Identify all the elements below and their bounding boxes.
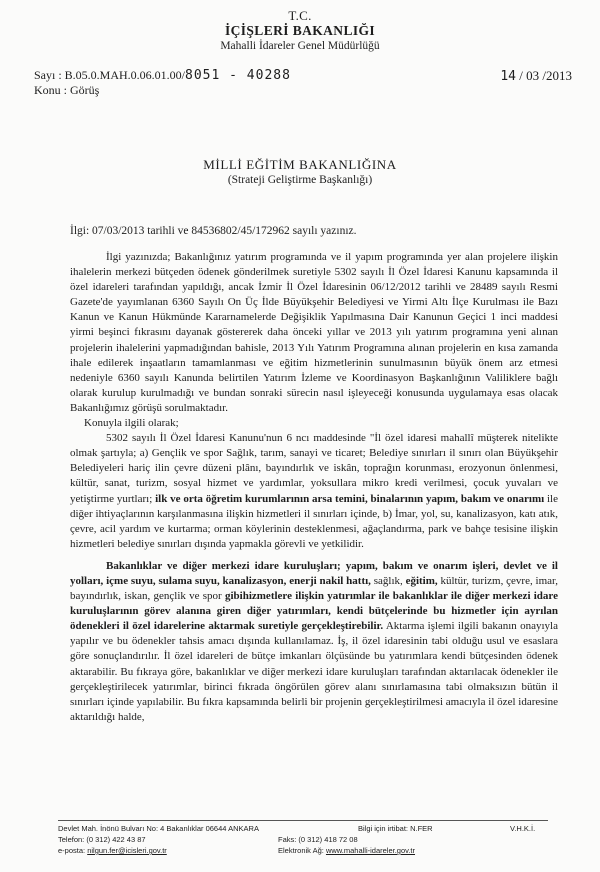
footer-web bbox=[278, 845, 415, 856]
reference-line: İlgi: 07/03/2013 tarihli ve 84536802/45/172962 sayılı yazınız. bbox=[70, 225, 357, 237]
paragraph-1: İlgi yazınızda; Bakanlığınız yatırım programında ve il yapım programında yer alan projelere ilişkin ihalelerin merkezi bütçeden ödenek gönderilmek suretiyle 5302 sayılı İl Özel İdaresi Kanunu kapsamında il özel idareleri tarafından yapıldığı, ancak İzmir İl Özel İdaresinin 06/12/2012 tarihli ve 28489 sayılı Resmi Gazete'de yayımlanan 6360 Sayılı On Üç İlde Büyükşehir Belediyesi ve Yirmi Altı İlçe Kurulması ile Bazı Kanun ve Kanun Hükmünde Kararnamelerde Değişiklik Yapılmasına Dair Kanunun Geçici 1 inci maddesi yirmi beşinci fıkrasını dayanak göstererek daha önceki yıllar ve 2013 yılı yatırım programına yeni alınan projelerin ihalelerini yapmadığından bahisle, 2013 Yılı Yatırım Programına alınan projelerin en kısa zamanda ihale edilerek inşaatların tamamlanması ve eğitim hizmetlerinin sunulmasının büyük önem arz etmesi nedeniyle 6360 sayılı Kanunda belirtilen Yatırım İzleme ve Koordinasyon Başkanlığının Valiliklere bağlı olarak kurulup kurulmadığı ve bundan sonraki sürecin nasıl işleyeceği konusunda uygulamaya esas olacak Bakanlığımız görüşü sorulmaktadır. bbox=[70, 251, 558, 414]
footer-contact-person: Bilgi için irtibat: N.FER bbox=[358, 824, 433, 833]
konu-row: Konu : Görüş bbox=[34, 83, 100, 97]
footer-fax: Faks: (0 312) 418 72 08 bbox=[278, 835, 358, 844]
addressee-name: MİLLİ EĞİTİM BAKANLIĞINA bbox=[203, 157, 397, 172]
footer-email-label: e-posta: bbox=[58, 846, 88, 855]
footer-row-2 bbox=[58, 834, 548, 845]
header-ministry: İÇİŞLERİ BAKANLIĞI bbox=[224, 23, 376, 38]
p4-text-d: kültür, turizm, çevre, imar, bayındırlık, iskan, gençlik ve spor bbox=[70, 574, 558, 603]
footer-web-link[interactable]: www.mahalli-idareler.gov.tr bbox=[325, 846, 416, 855]
p4-bold-c: eğitim, bbox=[405, 574, 438, 587]
document-date bbox=[500, 68, 572, 84]
paragraph-3 bbox=[70, 431, 558, 552]
date-handwritten: 14 bbox=[500, 69, 517, 84]
footer-title: V.H.K.İ. bbox=[510, 824, 536, 833]
footer-web-label: Elektronik Ağ: bbox=[278, 846, 326, 855]
header-directorate: Mahalli İdareler Genel Müdürlüğü bbox=[220, 40, 380, 52]
document-meta bbox=[34, 68, 574, 98]
p4-bold-e: gibihizmetlere ilişkin yatırımlar ile bakanlıklar ile diğer merkezi idare kuruluşlarının görev alanına giren diğer yatırımları, kendi bütçelerinde bu hizmetler için ayrılan ödenekleri il özel idarelerine aktarmak suretiyle gerçekleştirebilir. bbox=[70, 590, 558, 633]
paragraph-4 bbox=[70, 559, 558, 725]
paragraph-2: Konuyla ilgili olarak; bbox=[84, 417, 179, 430]
date-rest: / 03 /2013 bbox=[519, 68, 572, 83]
p3-text-a: 5302 sayılı İl Özel İdaresi Kanunu'nun 6 ncı maddesinde "İl özel idaresi mahallî müşterek nitelikte olmak şartıyla; a) Gençlik ve spor Sağlık, tarım, sanayi ve ticaret; Belediye sınırları il sınırı olan Büyükşehir Belediyeleri hariç ilin çevre düzeni plânı, bayındırlık ve iskân, toprağın korunması, erozyonun önlenmesi, kültür, sanat, turizm, sosyal hizmet ve yardımlar, yoksullara mikro kredi verilmesi, çocuk yuvaları ve yetiştirme yurtları; bbox=[70, 432, 558, 505]
p3-text-c: ile diğer ihtiyaçlarının karşılanmasına ilişkin hizmetleri il sınırları içinde, b) İmar, yol, su, kanalizasyon, katı atık, çevre, acil yardım ve kurtarma; orman köylerinin desteklenmesi, ağaçlandırma, park ve bahçe tesisine ilişkin hizmetleri belediye sınırları dışında yapmakla görevli ve yetkilidir. bbox=[70, 492, 558, 550]
letterhead bbox=[0, 8, 600, 54]
header-tc: T.C. bbox=[288, 8, 312, 23]
footer-row-3 bbox=[58, 845, 548, 856]
sayi-handwritten: 8051 - 40288 bbox=[185, 68, 291, 83]
p3-bold: ilk ve orta öğretim kurumlarının arsa temini, binalarının yapım, bakım ve onarımı bbox=[155, 492, 545, 505]
addressee bbox=[0, 157, 600, 188]
footer-row-1 bbox=[58, 823, 548, 834]
footer-phone: Telefon: (0 312) 422 43 87 bbox=[58, 835, 146, 844]
sayi-row bbox=[34, 68, 574, 83]
footer bbox=[58, 820, 548, 856]
sayi-label: Sayı : B.05.0.MAH.0.06.01.00/ bbox=[34, 68, 186, 82]
footer-email-link[interactable]: nilgun.fer@icisleri.gov.tr bbox=[87, 846, 167, 855]
p4-text-b: sağlık, bbox=[370, 574, 406, 587]
p4-text-f: Aktarma işlemi ilgili bakanın onayıyla yapılır ve bu ödenekler tahsis amacı dışında kullanılamaz. İş, il özel idaresinin tabi olduğu usul ve esaslara göre sonuçlandırılır. İl özel idareleri de bütçe imkanları ölçüsünde bu yatırımlara kendi bütçesinden ödenek aktarabilir. Bu fıkraya göre, bakanlıklar ve diğer merkezi idare kuruluşları tarafından aktarılacak ödenekler ile gerçekleştirilecek yatırımlar, birinci fıkrada öngörülen görev alanı sınırlamasına tabi olmaksızın bütün il sınırları içinde yapılabilir. Bu fıkra kapsamında belirli bir projenin gerçekleştirilmesi amacıyla il özel idaresine aktarıldığı halde, bbox=[70, 620, 558, 723]
letter-body bbox=[70, 250, 558, 725]
p4-bold-a: Bakanlıklar ve diğer merkezi idare kuruluşları; yapım, bakım ve onarım işleri, devlet ve il yolları, içme suyu, sulama suyu, kanalizasyon, enerji nakil hattı, bbox=[70, 559, 558, 587]
addressee-department: (Strateji Geliştirme Başkanlığı) bbox=[227, 174, 373, 186]
footer-address: Devlet Mah. İnönü Bulvarı No: 4 Bakanlıklar 06644 ANKARA bbox=[58, 824, 259, 833]
